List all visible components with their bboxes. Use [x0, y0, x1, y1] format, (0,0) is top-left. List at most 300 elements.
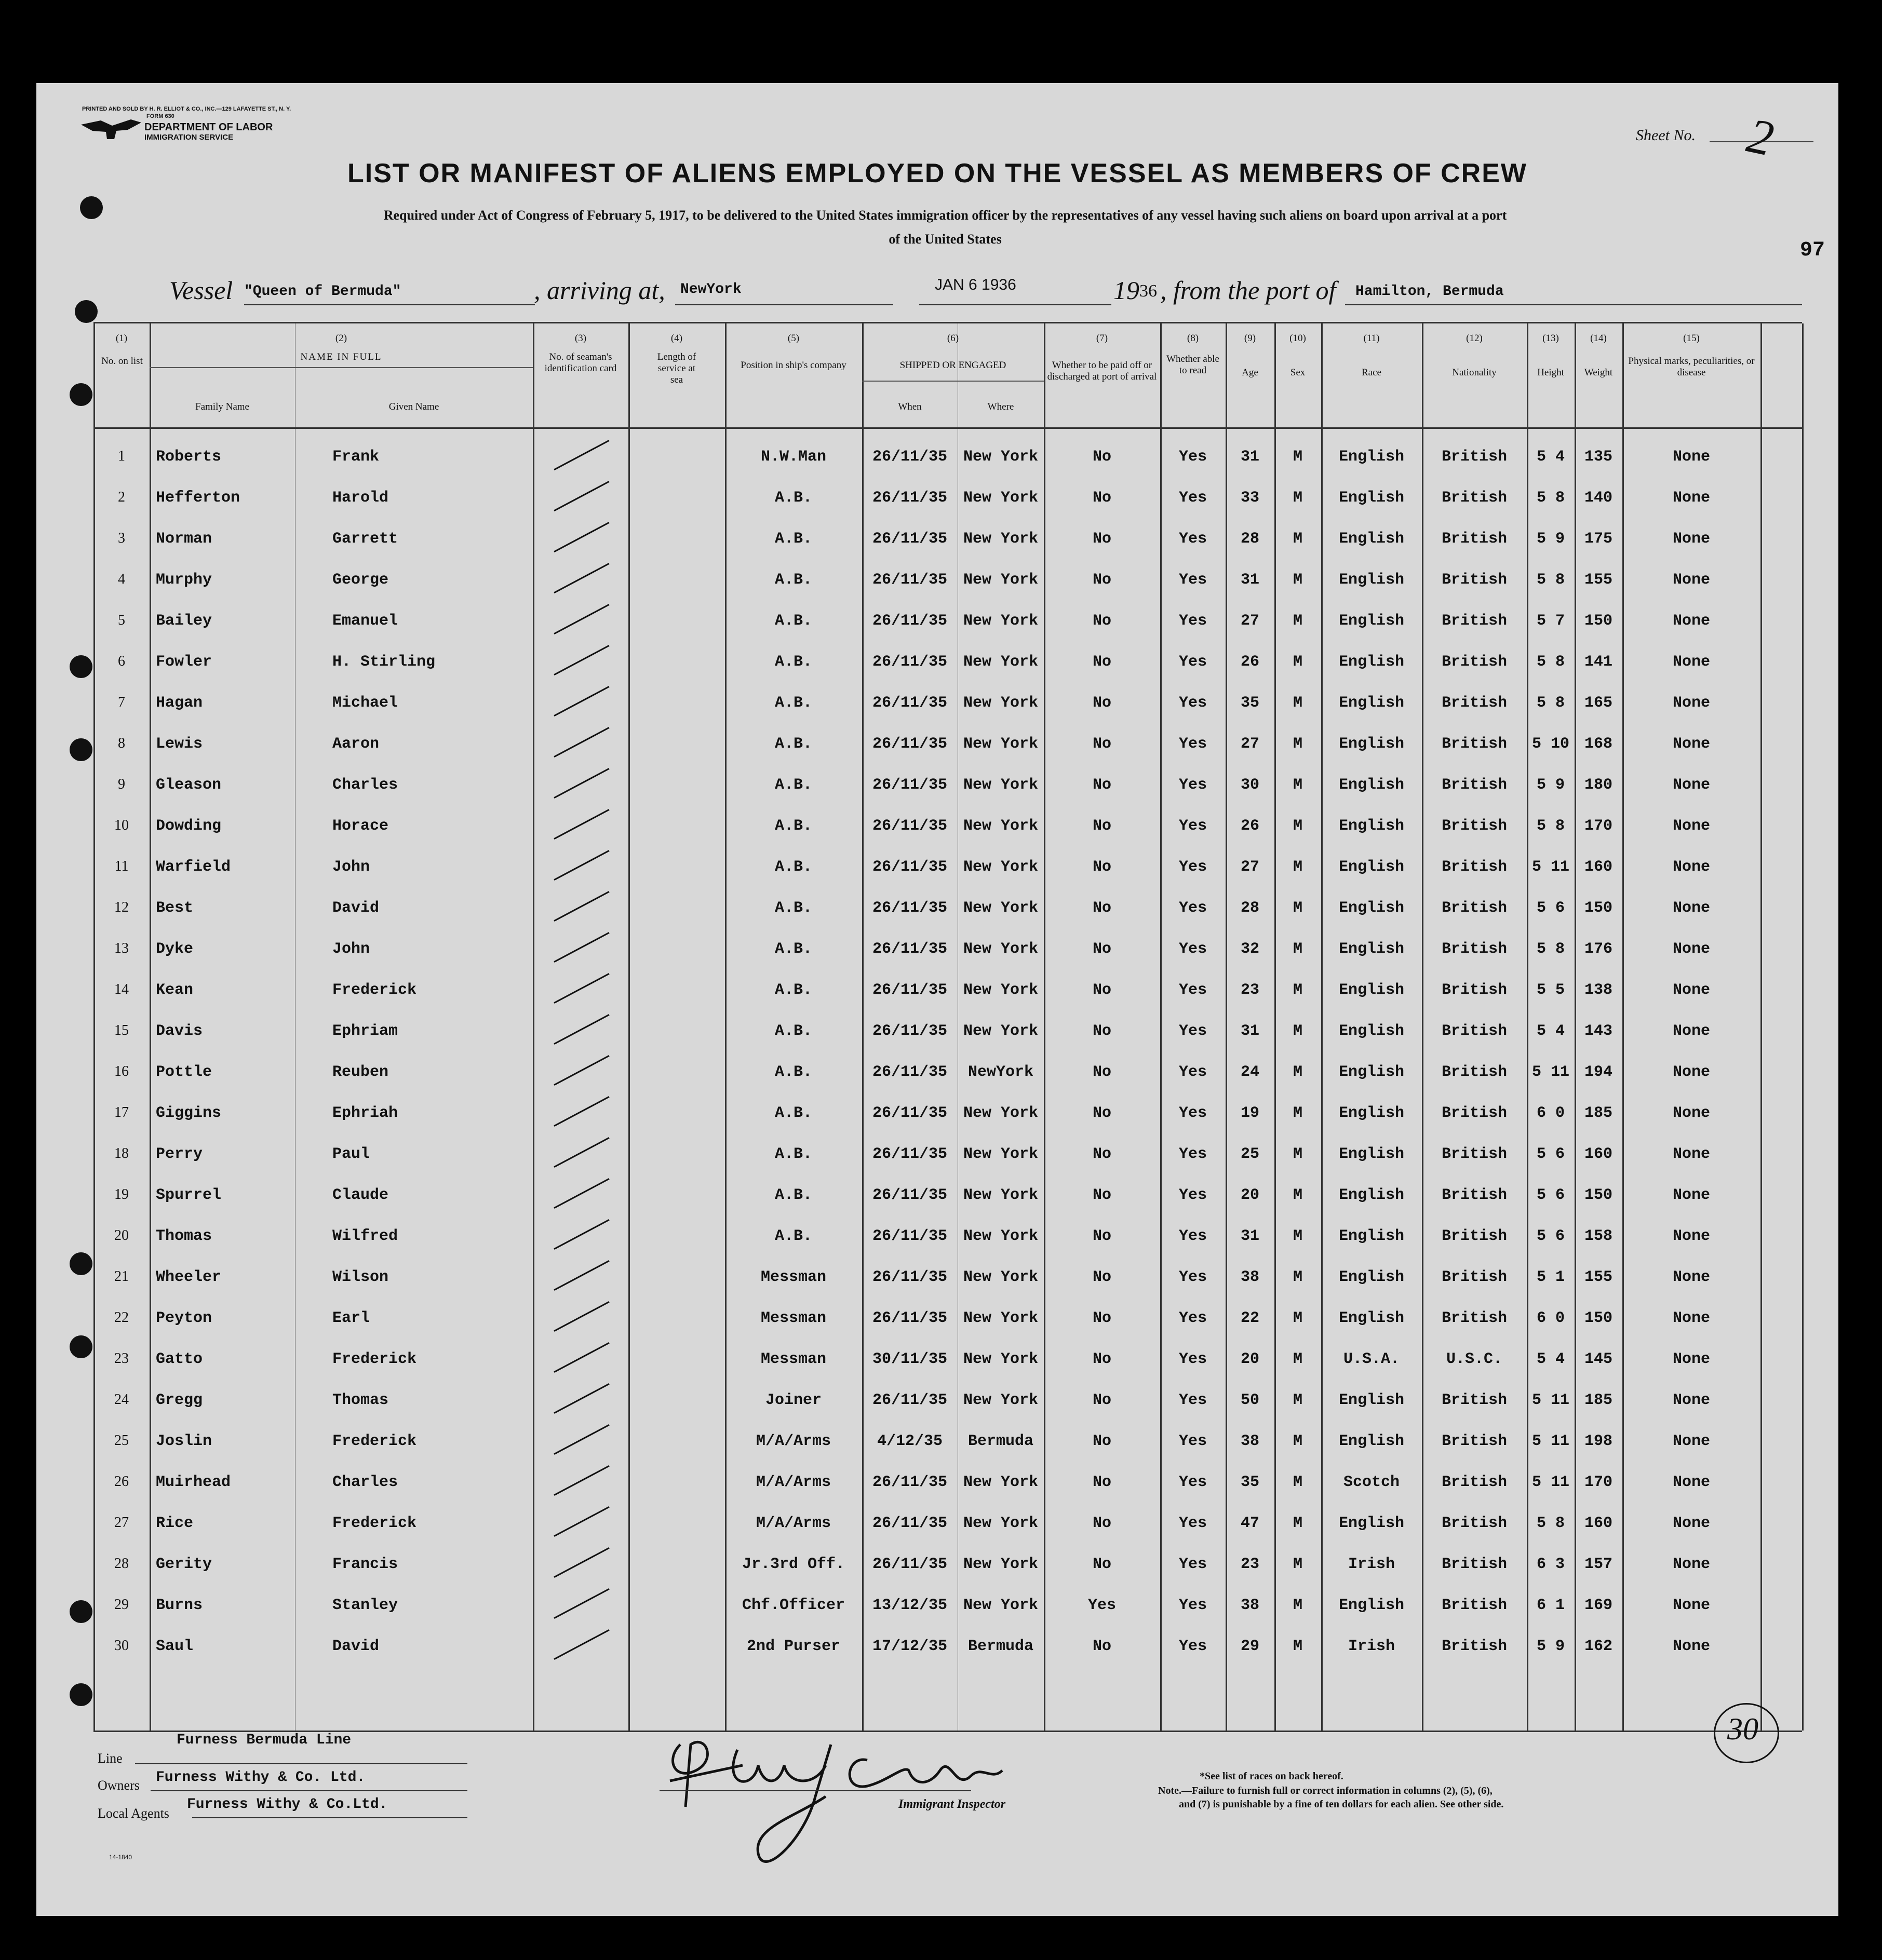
when-header: When: [898, 401, 922, 412]
shipped-where-cell: New York: [963, 940, 1039, 958]
nationality-cell: U.S.C.: [1446, 1350, 1503, 1368]
id-card-check-mark: [554, 522, 609, 552]
sex-cell: M: [1293, 1104, 1302, 1122]
nationality-cell: British: [1441, 858, 1508, 876]
race-cell: English: [1338, 981, 1405, 999]
sex-cell: M: [1293, 1268, 1302, 1286]
weight-cell: 185: [1584, 1391, 1612, 1409]
nationality-cell: British: [1441, 1227, 1508, 1245]
nationality-cell: British: [1441, 530, 1508, 548]
row-number-cell: 23: [114, 1350, 129, 1367]
age-cell: 19: [1240, 1104, 1259, 1122]
owners-value: Furness Withy & Co. Ltd.: [156, 1769, 366, 1786]
id-card-check-mark: [554, 1137, 609, 1168]
given-name-cell: Horace: [332, 817, 389, 835]
shipped-when-cell: 4/12/35: [877, 1432, 943, 1450]
shipped-where-cell: New York: [963, 489, 1039, 507]
paid-off-cell: No: [1092, 1391, 1111, 1409]
position-cell: N.W.Man: [760, 448, 827, 466]
arriving-label: , arriving at,: [534, 276, 665, 305]
able-to-read-cell: Yes: [1178, 448, 1207, 466]
shipped-when-cell: 26/11/35: [872, 1227, 948, 1245]
physical-marks-cell: None: [1672, 1350, 1710, 1368]
given-name-cell: Ephriah: [332, 1104, 398, 1122]
race-cell: English: [1338, 694, 1405, 712]
table-row: [93, 808, 1802, 849]
id-card-check-mark: [554, 1588, 609, 1619]
weight-cell: 141: [1584, 653, 1612, 671]
family-name-cell: Fowler: [156, 653, 212, 671]
weight-cell: 170: [1584, 817, 1612, 835]
physical-marks-cell: None: [1672, 1268, 1710, 1286]
shipped-when-cell: 26/11/35: [872, 571, 948, 589]
age-cell: 35: [1240, 1474, 1259, 1491]
paid-off-cell: No: [1092, 489, 1111, 507]
given-name-cell: Emanuel: [332, 612, 398, 630]
arrival-port: NewYork: [680, 281, 742, 298]
shipped-when-cell: 26/11/35: [872, 1022, 948, 1040]
height-cell: 6 3: [1536, 1556, 1565, 1573]
row-number-cell: 1: [118, 448, 125, 464]
id-card-check-mark: [554, 1383, 609, 1414]
form-title: LIST OR MANIFEST OF ALIENS EMPLOYED ON THE VESSEL AS MEMBERS OF CREW: [347, 158, 1527, 188]
position-cell: A.B.: [774, 1227, 812, 1245]
position-cell: A.B.: [774, 817, 812, 835]
nationality-cell: British: [1441, 1432, 1508, 1450]
physical-marks-cell: None: [1672, 1186, 1710, 1204]
physical-marks-cell: None: [1672, 1063, 1710, 1081]
physical-marks-cell: None: [1672, 1391, 1710, 1409]
race-cell: English: [1338, 1597, 1405, 1614]
race-cell: English: [1338, 1309, 1405, 1327]
physical-marks-cell: None: [1672, 448, 1710, 466]
age-cell: 22: [1240, 1309, 1259, 1327]
year-value: 36: [1139, 281, 1157, 301]
col7-header: Whether to be paid off or discharged at port of arrival: [1047, 360, 1157, 382]
race-cell: English: [1338, 653, 1405, 671]
height-cell: 5 11: [1531, 1391, 1569, 1409]
shipped-when-cell: 26/11/35: [872, 448, 948, 466]
given-name-cell: Frederick: [332, 1515, 417, 1532]
given-name-cell: Frederick: [332, 1350, 417, 1368]
shipped-when-cell: 17/12/35: [872, 1638, 948, 1655]
family-name-cell: Burns: [156, 1597, 203, 1614]
paid-off-cell: No: [1092, 858, 1111, 876]
id-card-check-mark: [554, 891, 609, 922]
nationality-cell: British: [1441, 1145, 1508, 1163]
table-row: [93, 1013, 1802, 1054]
nationality-cell: British: [1441, 776, 1508, 794]
owners-rule: [151, 1790, 467, 1791]
family-name-cell: Saul: [156, 1638, 194, 1655]
col7-number: (7): [1096, 333, 1108, 344]
col5-header: Position in ship's company: [741, 360, 846, 371]
able-to-read-cell: Yes: [1178, 1432, 1207, 1450]
row-number-cell: 14: [114, 981, 129, 997]
race-cell: English: [1338, 940, 1405, 958]
col9-number: (9): [1244, 333, 1256, 344]
shipped-where-cell: New York: [963, 776, 1039, 794]
id-card-check-mark: [554, 604, 609, 634]
height-cell: 6 0: [1536, 1104, 1565, 1122]
vessel-label: Vessel: [169, 276, 233, 305]
where-header: Where: [987, 401, 1014, 412]
line-rule: [135, 1763, 467, 1764]
height-cell: 5 11: [1531, 1474, 1569, 1491]
position-cell: A.B.: [774, 1022, 812, 1040]
family-name-cell: Davis: [156, 1022, 203, 1040]
given-name-cell: David: [332, 899, 380, 917]
row-number-cell: 26: [114, 1474, 129, 1490]
col14-header: Weight: [1584, 367, 1613, 378]
weight-cell: 180: [1584, 776, 1612, 794]
paid-off-cell: No: [1092, 1104, 1111, 1122]
col13-header: Height: [1537, 367, 1564, 378]
sex-cell: M: [1293, 817, 1302, 835]
given-name-cell: Wilfred: [332, 1227, 398, 1245]
age-cell: 38: [1240, 1597, 1259, 1614]
shipped-when-cell: 26/11/35: [872, 653, 948, 671]
given-name-cell: Charles: [332, 1474, 398, 1491]
able-to-read-cell: Yes: [1178, 735, 1207, 753]
shipped-when-cell: 26/11/35: [872, 735, 948, 753]
family-name-cell: Perry: [156, 1145, 203, 1163]
race-cell: English: [1338, 1432, 1405, 1450]
id-card-check-mark: [554, 1424, 609, 1455]
age-cell: 26: [1240, 817, 1259, 835]
age-cell: 47: [1240, 1515, 1259, 1532]
row-number-cell: 24: [114, 1391, 129, 1408]
line-value: Furness Bermuda Line: [177, 1732, 352, 1748]
vessel-rule: [244, 304, 535, 305]
height-cell: 5 8: [1536, 1515, 1565, 1532]
height-cell: 5 9: [1536, 776, 1565, 794]
able-to-read-cell: Yes: [1178, 1474, 1207, 1491]
shipped-when-cell: 26/11/35: [872, 899, 948, 917]
departure-port: Hamilton, Bermuda: [1355, 283, 1504, 300]
age-cell: 26: [1240, 653, 1259, 671]
height-cell: 5 4: [1536, 448, 1565, 466]
given-name-cell: Francis: [332, 1556, 398, 1573]
family-name-cell: Wheeler: [156, 1268, 222, 1286]
nationality-cell: British: [1441, 1186, 1508, 1204]
race-cell: English: [1338, 1104, 1405, 1122]
port-rule: [675, 304, 893, 305]
paid-off-cell: No: [1092, 1432, 1111, 1450]
id-card-check-mark: [554, 809, 609, 840]
physical-marks-cell: None: [1672, 735, 1710, 753]
shipped-where-cell: New York: [963, 1186, 1039, 1204]
shipped-where-cell: Bermuda: [967, 1638, 1034, 1655]
shipped-where-cell: Bermuda: [967, 1432, 1034, 1450]
nationality-cell: British: [1441, 1515, 1508, 1532]
race-cell: English: [1338, 571, 1405, 589]
weight-cell: 140: [1584, 489, 1612, 507]
physical-marks-cell: None: [1672, 653, 1710, 671]
physical-marks-cell: None: [1672, 1309, 1710, 1327]
shipped-when-cell: 26/11/35: [872, 1145, 948, 1163]
physical-marks-cell: None: [1672, 1145, 1710, 1163]
id-card-check-mark: [554, 932, 609, 963]
race-cell: English: [1338, 612, 1405, 630]
sex-cell: M: [1293, 694, 1302, 712]
paid-off-cell: No: [1092, 940, 1111, 958]
shipped-when-cell: 13/12/35: [872, 1597, 948, 1614]
table-row: [93, 1382, 1802, 1423]
weight-cell: 175: [1584, 530, 1612, 548]
position-cell: Joiner: [765, 1391, 822, 1409]
col1-header: No. on list: [101, 356, 143, 367]
given-name-cell: John: [332, 858, 370, 876]
race-cell: English: [1338, 1268, 1405, 1286]
shipped-when-cell: 26/11/35: [872, 940, 948, 958]
paid-off-cell: No: [1092, 1063, 1111, 1081]
given-name-cell: Thomas: [332, 1391, 389, 1409]
table-row: [93, 1546, 1802, 1587]
family-name-cell: Gatto: [156, 1350, 203, 1368]
subtitle-line2: of the United States: [889, 232, 1002, 247]
family-name-cell: Pottle: [156, 1063, 212, 1081]
sex-cell: M: [1293, 1186, 1302, 1204]
family-name-cell: Giggins: [156, 1104, 222, 1122]
form-number: FORM 630: [146, 113, 174, 119]
able-to-read-cell: Yes: [1178, 1104, 1207, 1122]
race-cell: English: [1338, 1391, 1405, 1409]
age-cell: 29: [1240, 1638, 1259, 1655]
row-number-cell: 30: [114, 1638, 129, 1654]
paid-off-cell: No: [1092, 817, 1111, 835]
given-name-cell: Ephriam: [332, 1022, 398, 1040]
row-number-cell: 11: [114, 858, 129, 874]
sex-cell: M: [1293, 776, 1302, 794]
shipped-where-cell: New York: [963, 735, 1039, 753]
position-cell: A.B.: [774, 694, 812, 712]
height-cell: 6 1: [1536, 1597, 1565, 1614]
age-cell: 32: [1240, 940, 1259, 958]
shipped-where-cell: NewYork: [967, 1063, 1034, 1081]
col2-header: NAME IN FULL: [300, 352, 382, 362]
table-row: [93, 767, 1802, 808]
inspector-signature: [660, 1724, 1033, 1900]
punch-hole: [80, 196, 103, 219]
able-to-read-cell: Yes: [1178, 981, 1207, 999]
sex-cell: M: [1293, 489, 1302, 507]
given-name-cell: George: [332, 571, 389, 589]
height-cell: 5 11: [1531, 858, 1569, 876]
race-cell: English: [1338, 735, 1405, 753]
table-row: [93, 603, 1802, 644]
shipped-where-cell: New York: [963, 1309, 1039, 1327]
height-cell: 5 6: [1536, 1145, 1565, 1163]
col13-number: (13): [1542, 333, 1559, 344]
sex-cell: M: [1293, 858, 1302, 876]
shipped-where-cell: New York: [963, 571, 1039, 589]
paid-off-cell: No: [1092, 981, 1111, 999]
race-cell: Scotch: [1343, 1474, 1400, 1491]
col8-header: Whether able to read: [1166, 354, 1219, 376]
race-cell: English: [1338, 448, 1405, 466]
row-number-cell: 4: [118, 571, 125, 587]
shipped-when-cell: 26/11/35: [872, 1556, 948, 1573]
table-row: [93, 849, 1802, 890]
nationality-cell: British: [1441, 694, 1508, 712]
shipped-when-cell: 26/11/35: [872, 858, 948, 876]
given-name-cell: Frank: [332, 448, 380, 466]
id-card-check-mark: [554, 1465, 609, 1496]
physical-marks-cell: None: [1672, 899, 1710, 917]
id-card-check-mark: [554, 1014, 609, 1045]
race-cell: English: [1338, 776, 1405, 794]
sex-cell: M: [1293, 530, 1302, 548]
row-number-cell: 9: [118, 776, 125, 792]
position-cell: A.B.: [774, 1186, 812, 1204]
able-to-read-cell: Yes: [1178, 899, 1207, 917]
table-row: [93, 1300, 1802, 1341]
shipped-where-cell: New York: [963, 1104, 1039, 1122]
shipped-where-cell: New York: [963, 1022, 1039, 1040]
weight-cell: 165: [1584, 694, 1612, 712]
table-row: [93, 1464, 1802, 1505]
paid-off-cell: No: [1092, 776, 1111, 794]
row-number-cell: 21: [114, 1268, 129, 1285]
table-row: [93, 521, 1802, 562]
paid-off-cell: No: [1092, 1350, 1111, 1368]
service-label: IMMIGRATION SERVICE: [144, 133, 234, 142]
age-cell: 38: [1240, 1268, 1259, 1286]
height-cell: 5 8: [1536, 653, 1565, 671]
id-card-check-mark: [554, 686, 609, 717]
nationality-cell: British: [1441, 1597, 1508, 1614]
age-cell: 28: [1240, 899, 1259, 917]
nationality-cell: British: [1441, 1638, 1508, 1655]
paid-off-cell: No: [1092, 1638, 1111, 1655]
row-number-cell: 17: [114, 1104, 129, 1120]
position-cell: M/A/Arms: [756, 1432, 831, 1450]
races-note: *See list of races on back hereof.: [1200, 1770, 1343, 1782]
race-cell: English: [1338, 1515, 1405, 1532]
family-name-cell: Gerity: [156, 1556, 212, 1573]
row-number-cell: 22: [114, 1309, 129, 1326]
position-cell: Messman: [760, 1350, 827, 1368]
able-to-read-cell: Yes: [1178, 817, 1207, 835]
row-number-cell: 3: [118, 530, 125, 546]
paid-off-cell: No: [1092, 1268, 1111, 1286]
height-cell: 5 10: [1531, 735, 1569, 753]
col2-number: (2): [335, 333, 347, 344]
position-cell: A.B.: [774, 653, 812, 671]
weight-cell: 150: [1584, 1309, 1612, 1327]
height-cell: 5 6: [1536, 1227, 1565, 1245]
given-name-cell: Frederick: [332, 981, 417, 999]
shipped-where-cell: New York: [963, 694, 1039, 712]
table-row: [93, 480, 1802, 521]
shipped-where-cell: New York: [963, 1391, 1039, 1409]
nationality-cell: British: [1441, 1022, 1508, 1040]
weight-cell: 170: [1584, 1474, 1612, 1491]
eagle-seal-icon: [80, 117, 142, 141]
id-card-check-mark: [554, 1219, 609, 1250]
sex-cell: M: [1293, 448, 1302, 466]
note-line2: and (7) is punishable by a fine of ten dollars for each alien. See other side.: [1179, 1799, 1504, 1810]
position-cell: Chf.Officer: [742, 1597, 845, 1614]
table-row: [93, 1423, 1802, 1464]
table-row: [93, 644, 1802, 685]
family-name-cell: Hefferton: [156, 489, 240, 507]
punch-hole: [75, 300, 98, 323]
inspector-label: Immigrant Inspector: [898, 1797, 1006, 1811]
age-cell: 33: [1240, 489, 1259, 507]
sex-cell: M: [1293, 1022, 1302, 1040]
given-name-cell: Reuben: [332, 1063, 389, 1081]
age-cell: 31: [1240, 1022, 1259, 1040]
shipped-when-cell: 26/11/35: [872, 530, 948, 548]
sex-cell: M: [1293, 653, 1302, 671]
sex-cell: M: [1293, 735, 1302, 753]
height-cell: 5 6: [1536, 899, 1565, 917]
table-row: [93, 1505, 1802, 1546]
table-row: [93, 1218, 1802, 1259]
id-card-check-mark: [554, 1629, 609, 1660]
given-name-header: Given Name: [388, 401, 439, 412]
age-cell: 24: [1240, 1063, 1259, 1081]
race-cell: English: [1338, 530, 1405, 548]
nationality-cell: British: [1441, 1391, 1508, 1409]
row-number-cell: 10: [114, 817, 129, 833]
col11-number: (11): [1363, 333, 1380, 344]
race-cell: English: [1338, 858, 1405, 876]
paid-off-cell: No: [1092, 1227, 1111, 1245]
age-cell: 28: [1240, 530, 1259, 548]
weight-cell: 155: [1584, 571, 1612, 589]
given-name-cell: Wilson: [332, 1268, 389, 1286]
family-name-cell: Warfield: [156, 858, 231, 876]
sex-cell: M: [1293, 571, 1302, 589]
shipped-where-cell: New York: [963, 1350, 1039, 1368]
shipped-when-cell: 26/11/35: [872, 981, 948, 999]
family-name-cell: Thomas: [156, 1227, 212, 1245]
table-row: [93, 1177, 1802, 1218]
table-row: [93, 1136, 1802, 1177]
position-cell: A.B.: [774, 735, 812, 753]
agents-rule: [192, 1817, 467, 1818]
shipped-where-cell: New York: [963, 899, 1039, 917]
sex-cell: M: [1293, 1556, 1302, 1573]
family-name-cell: Spurrel: [156, 1186, 222, 1204]
sex-cell: M: [1293, 899, 1302, 917]
position-cell: A.B.: [774, 899, 812, 917]
row-number-cell: 12: [114, 899, 129, 915]
id-card-check-mark: [554, 1178, 609, 1209]
nationality-cell: British: [1441, 981, 1508, 999]
height-cell: 5 8: [1536, 940, 1565, 958]
family-name-cell: Rice: [156, 1515, 194, 1532]
age-cell: 31: [1240, 571, 1259, 589]
shipped-when-cell: 26/11/35: [872, 1391, 948, 1409]
year-label: 19: [1113, 276, 1139, 305]
id-card-check-mark: [554, 1506, 609, 1537]
physical-marks-cell: None: [1672, 1597, 1710, 1614]
weight-cell: 168: [1584, 735, 1612, 753]
row-number-cell: 6: [118, 653, 125, 669]
shipped-when-cell: 26/11/35: [872, 1515, 948, 1532]
family-name-cell: Norman: [156, 530, 212, 548]
line-label: Line: [98, 1751, 123, 1766]
id-card-check-mark: [554, 1547, 609, 1578]
row-number-cell: 20: [114, 1227, 129, 1243]
paid-off-cell: No: [1092, 694, 1111, 712]
age-cell: 27: [1240, 612, 1259, 630]
position-cell: M/A/Arms: [756, 1515, 831, 1532]
